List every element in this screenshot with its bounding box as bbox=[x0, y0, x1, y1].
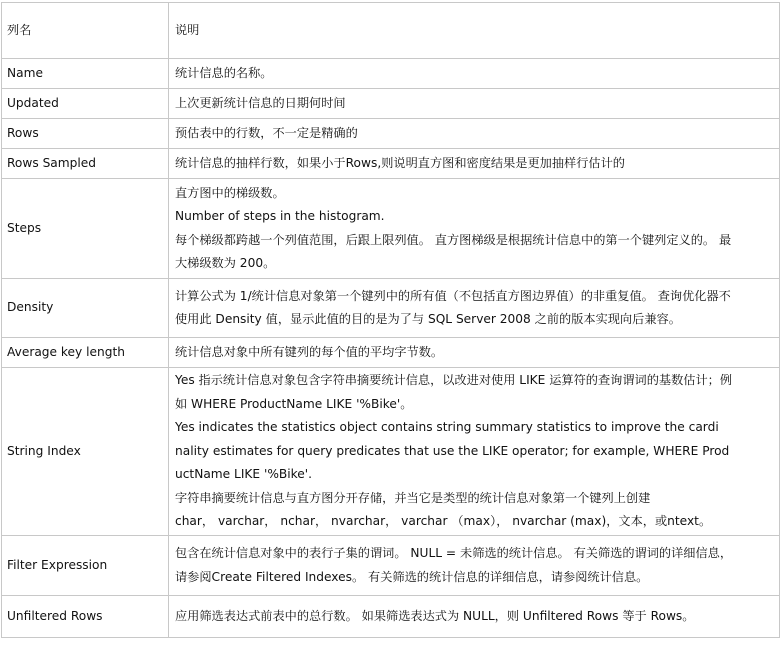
description-line: 请参阅Create Filtered Indexes。 有关筛选的统计信息的详细信息，请参阅统计信息。 bbox=[175, 569, 649, 584]
row-name-cell: Rows bbox=[2, 119, 169, 149]
table-row bbox=[2, 279, 780, 338]
description-line: Yes indicates the statistics object contains string summary statistics to improve the cardi bbox=[175, 420, 719, 435]
table-row bbox=[2, 596, 780, 638]
row-description-cell bbox=[169, 338, 780, 368]
table-row bbox=[2, 536, 780, 596]
column-header-name: 列名 bbox=[2, 3, 169, 59]
description-line: 如 WHERE ProductName LIKE '%Bike'。 bbox=[175, 396, 413, 411]
row-name-cell: Unfiltered Rows bbox=[2, 596, 169, 638]
table-body bbox=[2, 3, 780, 638]
row-description-cell bbox=[169, 119, 780, 149]
column-header-description: 说明 bbox=[169, 3, 780, 59]
description-line: 大梯级数为 200。 bbox=[175, 256, 276, 270]
table-row bbox=[2, 149, 780, 179]
description-line: 包含在统计信息对象中的表行子集的谓词。 NULL = 未筛选的统计信息。 有关筛选的谓词的详细信息， bbox=[175, 546, 733, 560]
description-line: 计算公式为 1/统计信息对象第一个键列中的所有值（不包括直方图边界值）的非重复值。 查询优化器不 bbox=[175, 288, 731, 303]
description-line: 上次更新统计信息的日期何时间 bbox=[175, 95, 346, 110]
description-line: 统计信息的抽样行数，如果小于Rows,则说明直方图和密度结果是更加抽样行估计的 bbox=[175, 155, 625, 170]
row-name-cell: Updated bbox=[2, 89, 169, 119]
table-row bbox=[2, 338, 780, 368]
description-line: 统计信息对象中所有键列的每个值的平均字节数。 bbox=[175, 344, 444, 359]
row-name-cell: Name bbox=[2, 59, 169, 89]
description-line: 应用筛选表达式前表中的总行数。 如果筛选表达式为 NULL，则 Unfiltered Rows 等于 Rows。 bbox=[175, 608, 695, 623]
description-line: 统计信息的名称。 bbox=[175, 65, 273, 80]
table-row bbox=[2, 89, 780, 119]
description-line: 直方图中的梯级数。 bbox=[175, 185, 285, 200]
table-row bbox=[2, 119, 780, 149]
description-line: nality estimates for query predicates that use the LIKE operator; for example, WHERE Prod bbox=[175, 443, 730, 458]
row-name-cell: Density bbox=[2, 279, 169, 338]
row-description-cell bbox=[169, 596, 780, 638]
row-description-cell bbox=[169, 179, 780, 279]
row-name-cell: Rows Sampled bbox=[2, 149, 169, 179]
row-description-cell bbox=[169, 368, 780, 536]
description-line: uctName LIKE '%Bike'. bbox=[175, 467, 313, 482]
table-header-row bbox=[2, 3, 780, 59]
row-description-cell bbox=[169, 59, 780, 89]
statistics-columns-table bbox=[1, 2, 780, 638]
table-row bbox=[2, 59, 780, 89]
row-name-cell: Filter Expression bbox=[2, 536, 169, 596]
row-name-cell: String Index bbox=[2, 368, 169, 536]
row-name-cell: Steps bbox=[2, 179, 169, 279]
row-description-cell bbox=[169, 89, 780, 119]
description-line: 每个梯级都跨越一个列值范围，后跟上限列值。 直方图梯级是根据统计信息中的第一个键列定义的。 最 bbox=[175, 232, 732, 247]
row-name-cell: Average key length bbox=[2, 338, 169, 368]
row-description-cell bbox=[169, 149, 780, 179]
description-line: 预估表中的行数，不一定是精确的 bbox=[175, 125, 358, 140]
description-line: 使用此 Density 值，显示此值的目的是为了与 SQL Server 2008 之前的版本实现向后兼容。 bbox=[175, 312, 681, 326]
description-line: Number of steps in the histogram. bbox=[175, 209, 385, 223]
description-line: char， varchar， nchar， nvarchar， varchar （max）， nvarchar (max)，文本，或ntext。 bbox=[175, 514, 712, 529]
table-row bbox=[2, 368, 780, 536]
description-line: Yes 指示统计信息对象包含字符串摘要统计信息，以改进对使用 LIKE 运算符的查询谓词的基数估计；例 bbox=[175, 373, 733, 388]
row-description-cell bbox=[169, 536, 780, 596]
table-row bbox=[2, 179, 780, 279]
description-line: 字符串摘要统计信息与直方图分开存储，并当它是类型的统计信息对象第一个键列上创建 bbox=[175, 490, 651, 505]
row-description-cell bbox=[169, 279, 780, 338]
